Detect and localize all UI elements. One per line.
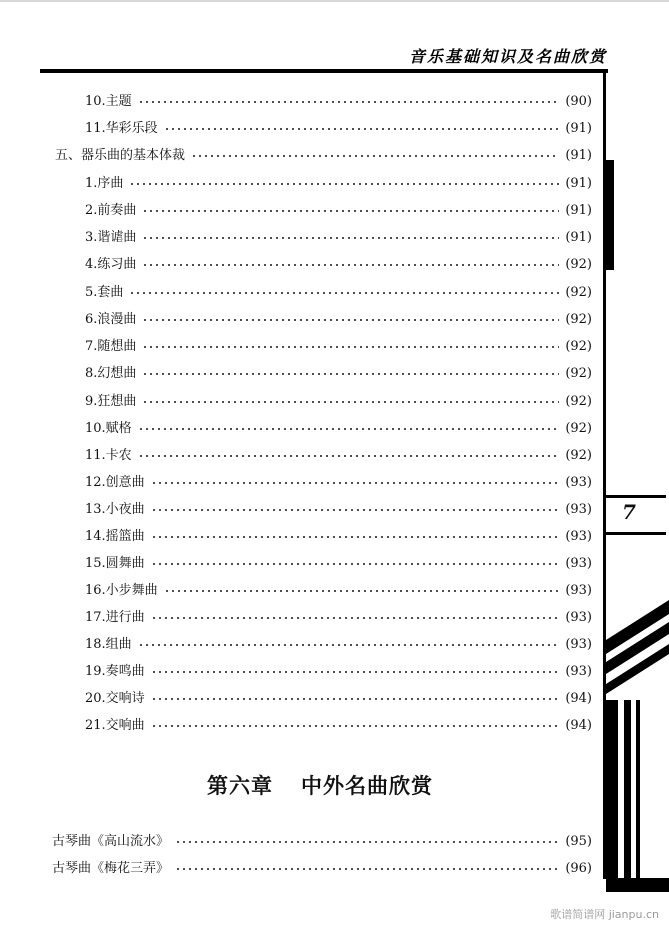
toc-entry: 20.交响诗 (94)	[85, 691, 592, 706]
toc-entry: 8.幻想曲 (92)	[85, 366, 592, 381]
toc-entry: 11.华彩乐段 (91)	[85, 121, 592, 136]
toc-entry: 16.小步舞曲 (93)	[85, 583, 592, 598]
toc-entry: 4.练习曲 (92)	[85, 257, 592, 272]
side-thumb-bar	[606, 160, 614, 270]
toc-entry: 17.进行曲 (93)	[85, 610, 592, 625]
header-rule	[40, 69, 608, 73]
toc-entry: 14.摇篮曲 (93)	[85, 529, 592, 544]
toc-entry: 5.套曲 (92)	[85, 285, 592, 300]
toc-entry: 15.圆舞曲 (93)	[85, 556, 592, 571]
toc-entry: 6.浪漫曲 (92)	[85, 312, 592, 327]
decorative-stripes	[606, 600, 669, 890]
page-top-edge	[0, 0, 669, 2]
toc-entry: 3.谐谑曲 (91)	[85, 230, 592, 245]
chapter-number: 第六章	[207, 774, 273, 798]
toc-piece-entry: 古琴曲《梅花三弄》 (96)	[52, 861, 592, 876]
toc-piece-entry: 古琴曲《高山流水》 (95)	[52, 834, 592, 849]
site-watermark: 歌谱简谱网 jianpu.cn	[550, 908, 659, 921]
toc-entry: 21.交响曲 (94)	[85, 718, 592, 733]
toc-section-heading: 五、器乐曲的基本体裁 (91)	[55, 148, 592, 163]
chapter-side-tab	[606, 495, 666, 535]
toc-entry: 18.组曲 (93)	[85, 637, 592, 652]
bottom-corner-block	[606, 878, 669, 892]
chapter-title: 中外名曲欣赏	[301, 774, 433, 798]
toc-entry: 13.小夜曲 (93)	[85, 502, 592, 517]
toc-entry: 2.前奏曲 (91)	[85, 203, 592, 218]
toc-entry: 9.狂想曲 (92)	[85, 394, 592, 409]
toc-entry: 19.奏鸣曲 (93)	[85, 664, 592, 679]
toc-entry: 11.卡农 (92)	[85, 448, 592, 463]
toc-entry: 12.创意曲 (93)	[85, 475, 592, 490]
toc-entry: 10.赋格 (92)	[85, 421, 592, 436]
toc-entry: 10.主题 (90)	[85, 94, 592, 109]
running-header-title: 音乐基础知识及名曲欣赏	[408, 47, 607, 66]
chapter-side-tab-number: 7	[622, 500, 636, 524]
toc-entry: 1.序曲 (91)	[85, 176, 592, 191]
toc-entry: 7.随想曲 (92)	[85, 339, 592, 354]
chapter-heading	[0, 770, 640, 800]
